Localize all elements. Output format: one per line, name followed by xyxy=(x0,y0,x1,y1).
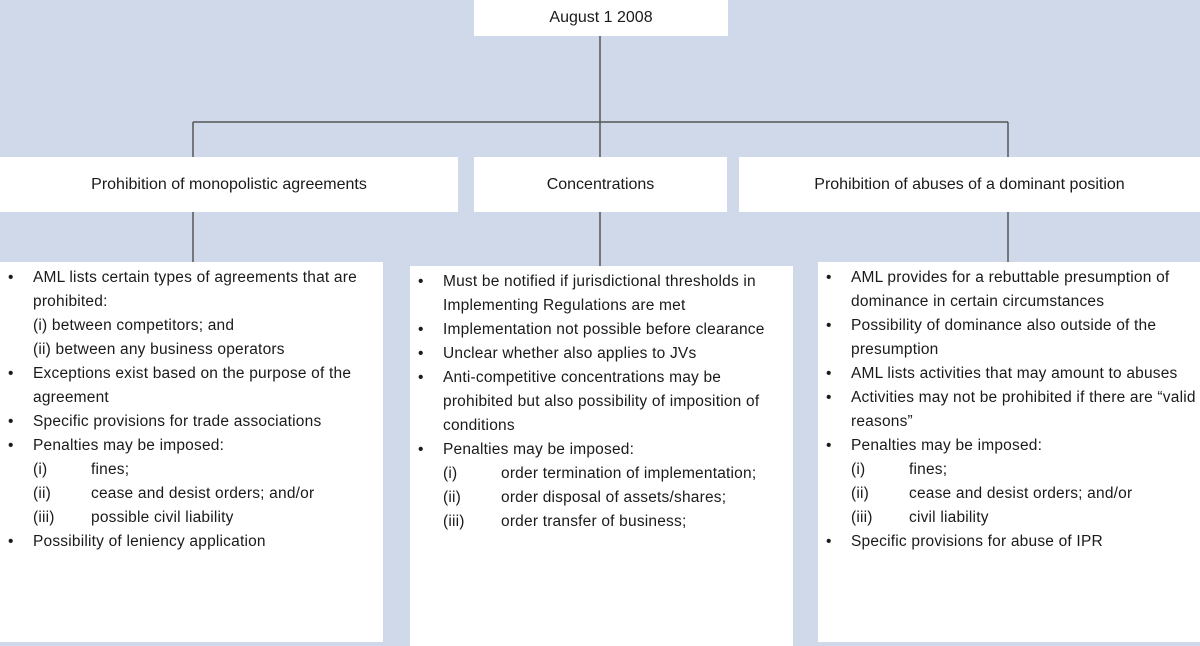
heading-box-dominant-position xyxy=(739,157,1200,212)
sub-item-number: (ii) xyxy=(851,485,870,502)
root-node xyxy=(474,0,728,36)
bullet-text: Exceptions exist based on the purpose of the agreement xyxy=(33,365,352,406)
bullet-item xyxy=(0,410,383,434)
bullet-item xyxy=(410,366,793,438)
bullet-text: AML lists activities that may amount to abuses xyxy=(851,365,1178,382)
heading-box-concentrations xyxy=(474,157,727,212)
sub-item-text: between any business operators xyxy=(55,341,285,358)
sub-item-number: (i) xyxy=(33,317,48,334)
sub-item-number: (ii) xyxy=(33,341,52,358)
sub-item-number: (iii) xyxy=(851,509,873,526)
bullet-list xyxy=(0,266,383,554)
sub-item xyxy=(33,338,379,362)
sub-item-number: (i) xyxy=(33,461,48,478)
sub-list xyxy=(33,314,379,362)
bullet-text: Must be notified if jurisdictional thresholds in Implementing Regulations are met xyxy=(443,273,756,314)
bullet-item xyxy=(0,362,383,410)
bullet-item xyxy=(818,530,1200,554)
sub-item-text: order transfer of business; xyxy=(501,513,687,530)
bullet-item xyxy=(818,434,1200,530)
sub-item-text: order disposal of assets/shares; xyxy=(501,489,727,506)
bullet-text: AML provides for a rebuttable presumption of dominance in certain circumstances xyxy=(851,269,1170,310)
sub-item-number: (i) xyxy=(443,465,458,482)
sub-item-text: cease and desist orders; and/or xyxy=(91,485,315,502)
root-label: August 1 2008 xyxy=(549,9,653,26)
sub-item xyxy=(33,506,379,530)
sub-list xyxy=(851,458,1196,530)
bullet-text: Unclear whether also applies to JVs xyxy=(443,345,697,362)
bullet-item xyxy=(410,342,793,366)
sub-item xyxy=(33,314,379,338)
bullet-item xyxy=(410,318,793,342)
bullet-list xyxy=(818,266,1200,554)
bullet-item xyxy=(818,314,1200,362)
sub-item-number: (i) xyxy=(851,461,866,478)
sub-item xyxy=(33,482,379,506)
bullet-text: Specific provisions for trade associations xyxy=(33,413,322,430)
sub-item-text: between competitors; and xyxy=(51,317,235,334)
bullet-item xyxy=(0,266,383,362)
bullet-text: Possibility of leniency application xyxy=(33,533,266,550)
sub-item-text: civil liability xyxy=(909,509,989,526)
sub-item-text: fines; xyxy=(91,461,130,478)
content-box-concentrations xyxy=(410,266,793,646)
heading-box-monopolistic-agreements xyxy=(0,157,458,212)
bullet-item xyxy=(818,266,1200,314)
bullet-text: Specific provisions for abuse of IPR xyxy=(851,533,1103,550)
sub-item xyxy=(851,458,1196,482)
sub-item-text: fines; xyxy=(909,461,948,478)
bullet-item xyxy=(0,434,383,530)
bullet-item xyxy=(410,438,793,534)
heading-label: Prohibition of monopolistic agreements xyxy=(91,175,367,193)
sub-item-number: (ii) xyxy=(443,489,462,506)
bullet-text: Penalties may be imposed: xyxy=(443,441,635,458)
sub-item xyxy=(443,486,789,510)
bullet-item xyxy=(0,530,383,554)
sub-item xyxy=(443,510,789,534)
bullet-item xyxy=(818,386,1200,434)
bullet-list xyxy=(410,270,793,534)
bullet-text: AML lists certain types of agreements that are prohibited: xyxy=(33,269,357,310)
heading-label: Prohibition of abuses of a dominant position xyxy=(814,175,1125,193)
bullet-text: Activities may not be prohibited if there are “valid reasons” xyxy=(851,389,1196,430)
sub-list xyxy=(33,458,379,530)
bullet-text: Anti-competitive concentrations may be prohibited but also possibility of imposition of conditions xyxy=(443,369,760,434)
sub-item xyxy=(443,462,789,486)
sub-item xyxy=(851,506,1196,530)
content-box-monopolistic-agreements xyxy=(0,262,383,642)
bullet-item xyxy=(818,362,1200,386)
sub-item-number: (ii) xyxy=(33,485,52,502)
bullet-text: Penalties may be imposed: xyxy=(851,437,1043,454)
bullet-text: Possibility of dominance also outside of the presumption xyxy=(851,317,1157,358)
sub-list xyxy=(443,462,789,534)
bullet-text: Penalties may be imposed: xyxy=(33,437,225,454)
sub-item-text: possible civil liability xyxy=(91,509,234,526)
sub-item-text: cease and desist orders; and/or xyxy=(909,485,1133,502)
sub-item-number: (iii) xyxy=(33,509,55,526)
heading-label: Concentrations xyxy=(546,175,655,193)
bullet-text: Implementation not possible before clearance xyxy=(443,321,765,338)
bullet-item xyxy=(410,270,793,318)
sub-item-text: order termination of implementation; xyxy=(501,465,757,482)
sub-item-number: (iii) xyxy=(443,513,465,530)
sub-item xyxy=(33,458,379,482)
sub-item xyxy=(851,482,1196,506)
content-box-dominant-position xyxy=(818,262,1200,642)
